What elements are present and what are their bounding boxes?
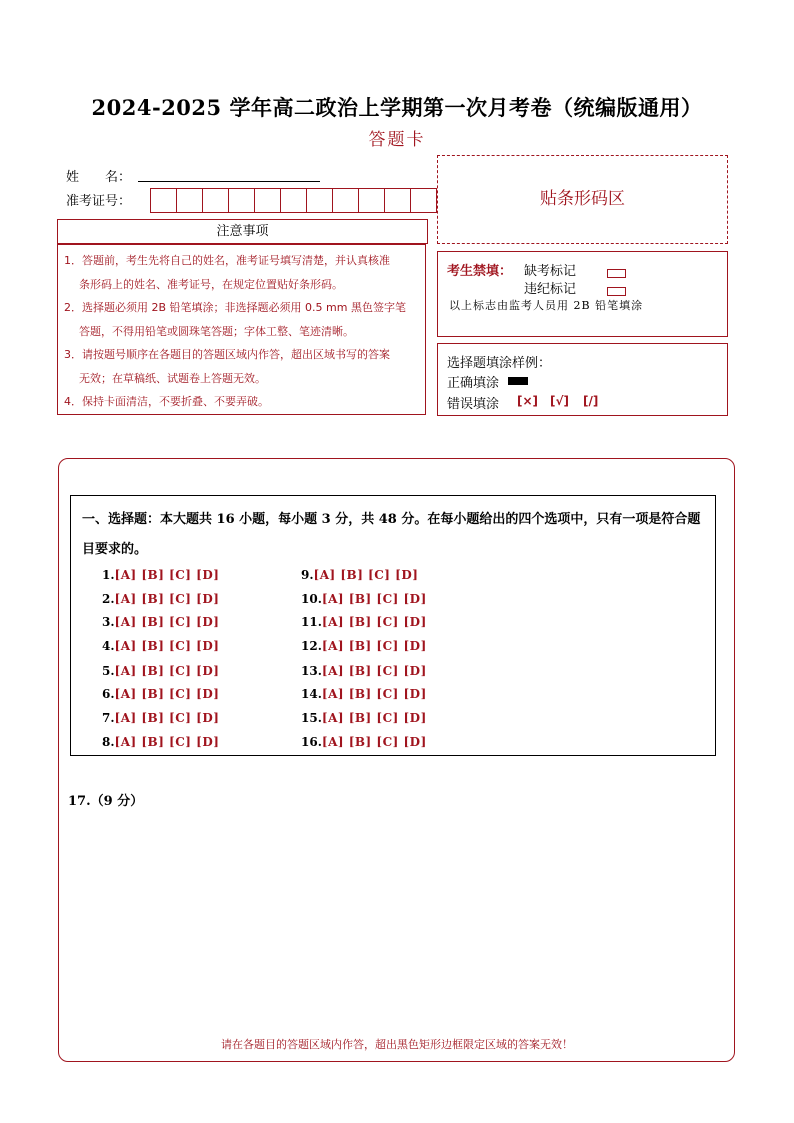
- notice-item-4: 4．保持卡面清洁，不要折叠、不要弄破。: [64, 395, 269, 408]
- violation-label: 违纪标记: [524, 282, 577, 297]
- id-digit-box[interactable]: [333, 189, 359, 212]
- question-row[interactable]: 13.[A] [B] [C] [D]: [301, 664, 427, 678]
- violation-mark-box[interactable]: [607, 287, 626, 296]
- id-digit-box[interactable]: [151, 189, 177, 212]
- wrong-mark-x: [×]: [517, 394, 539, 408]
- question-row[interactable]: 4.[A] [B] [C] [D]: [102, 639, 220, 653]
- notice-item-2-cont: 答题，不得用铅笔或圆珠笔答题；字体工整、笔迹清晰。: [79, 324, 354, 338]
- absent-label: 缺考标记: [524, 264, 577, 279]
- question-17-answer-area[interactable]: [68, 815, 728, 1030]
- page-title: 2024-2025 学年高二政治上学期第一次月考卷（统编版通用）: [91, 95, 703, 120]
- question-row[interactable]: 16.[A] [B] [C] [D]: [301, 735, 427, 749]
- filled-mark-icon: [508, 377, 528, 385]
- question-row[interactable]: 7.[A] [B] [C] [D]: [102, 711, 220, 725]
- question-row[interactable]: 3.[A] [B] [C] [D]: [102, 615, 220, 629]
- ban-note: 以上标志由监考人员用 2B 铅笔填涂: [449, 299, 644, 312]
- id-digit-box[interactable]: [255, 189, 281, 212]
- notice-body: [57, 244, 426, 415]
- page-subtitle: 答题卡: [368, 130, 426, 150]
- question-row[interactable]: 14.[A] [B] [C] [D]: [301, 687, 427, 701]
- name-label: 姓 名：: [66, 170, 132, 185]
- notice-item-3-cont: 无效；在草稿纸、试题卷上答题无效。: [79, 371, 266, 385]
- id-digit-box[interactable]: [411, 189, 436, 212]
- footer-warning: 请在各题目的答题区域内作答，超出黑色矩形边框限定区域的答案无效！: [221, 1038, 573, 1051]
- question-row[interactable]: 9.[A] [B] [C] [D]: [301, 568, 419, 582]
- question-row[interactable]: 8.[A] [B] [C] [D]: [102, 735, 220, 749]
- question-row[interactable]: 2.[A] [B] [C] [D]: [102, 592, 220, 606]
- sample-title: 选择题填涂样例：: [447, 356, 552, 371]
- notice-item-1-cont: 条形码上的姓名、准考证号，在规定位置贴好条形码。: [79, 277, 343, 291]
- choice-section-intro: 一、选择题：本大题共 16 小题，每小题 3 分，共 48 分。在每小题给出的四个选项中，只有一项是符合题目要求的。: [82, 512, 701, 557]
- notice-item-1: 1．答题前，考生先将自己的姓名，准考证号填写清楚，并认真核准: [64, 254, 390, 267]
- notice-heading: 注意事项: [57, 219, 428, 244]
- id-number-boxes[interactable]: [150, 188, 437, 213]
- notice-item-3: 3．请按题号顺序在各题目的答题区域内作答，超出区域书写的答案: [64, 348, 390, 361]
- sample-wrong-label: 错误填涂: [447, 397, 500, 412]
- question-17-label: 17.（9 分）: [68, 794, 144, 809]
- question-row[interactable]: 6.[A] [B] [C] [D]: [102, 687, 220, 701]
- ban-box: [437, 251, 728, 337]
- id-digit-box[interactable]: [281, 189, 307, 212]
- sample-correct-label: 正确填涂: [447, 376, 500, 391]
- ban-label: 考生禁填：: [447, 264, 513, 279]
- barcode-area: 贴条形码区: [437, 155, 728, 244]
- sample-box: [437, 343, 728, 416]
- id-digit-box[interactable]: [177, 189, 203, 212]
- wrong-mark-check: [√]: [550, 394, 569, 408]
- notice-item-2: 2．选择题必须用 2B 铅笔填涂；非选择题必须用 0.5 mm 黑色签字笔: [64, 301, 406, 314]
- question-row[interactable]: 15.[A] [B] [C] [D]: [301, 711, 427, 725]
- name-field[interactable]: [138, 181, 320, 182]
- question-row[interactable]: 5.[A] [B] [C] [D]: [102, 664, 220, 678]
- id-label: 准考证号：: [66, 194, 132, 209]
- question-row[interactable]: 10.[A] [B] [C] [D]: [301, 592, 427, 606]
- id-digit-box[interactable]: [229, 189, 255, 212]
- wrong-mark-slash: [/]: [583, 394, 599, 408]
- question-row[interactable]: 1.[A] [B] [C] [D]: [102, 568, 220, 582]
- id-digit-box[interactable]: [203, 189, 229, 212]
- question-row[interactable]: 12.[A] [B] [C] [D]: [301, 639, 427, 653]
- id-digit-box[interactable]: [385, 189, 411, 212]
- absent-mark-box[interactable]: [607, 269, 626, 278]
- question-row[interactable]: 11.[A] [B] [C] [D]: [301, 615, 427, 629]
- id-digit-box[interactable]: [359, 189, 385, 212]
- id-digit-box[interactable]: [307, 189, 333, 212]
